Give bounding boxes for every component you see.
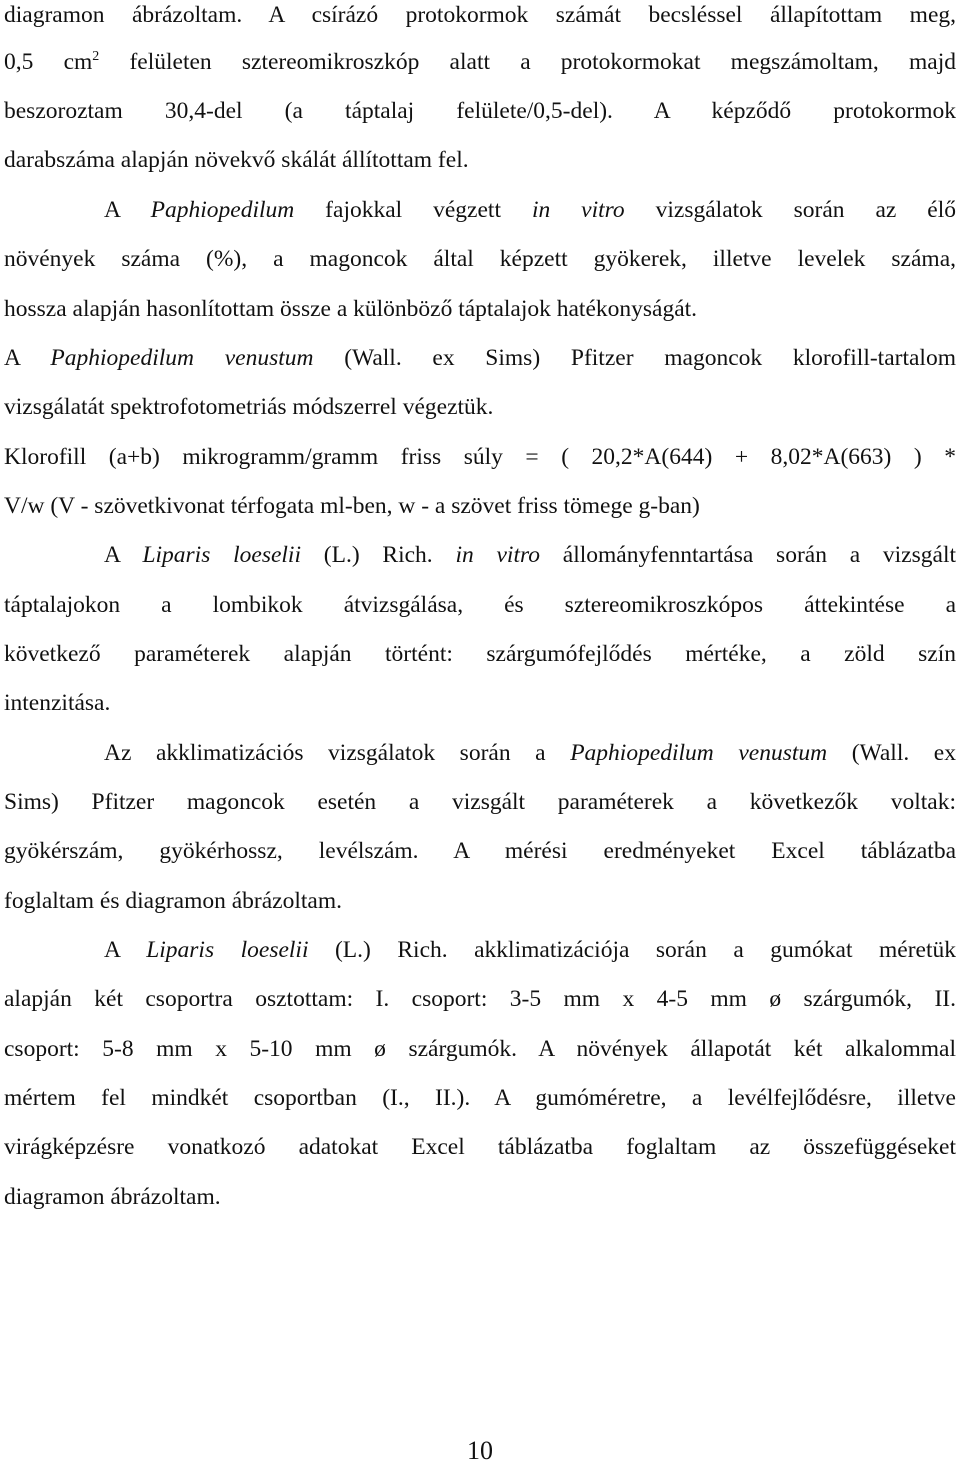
italic-run: in vitro [455, 542, 540, 568]
italic-run: Liparis loeselii [146, 937, 309, 963]
text-run: fajokkal végzett [294, 197, 532, 223]
text-line [4, 343, 956, 373]
text-line [104, 738, 956, 768]
text-line: V/w (V - szövetkivonat térfogata ml-ben, w - a szövet friss tömege g-ban) [4, 493, 700, 519]
text-line: virágképzésre vonatkozó adatokat Excel táblázatba foglaltam az összefüggéseket [4, 1134, 956, 1160]
text-line: vizsgálatát spektrofotometriás módszerrel végeztük. [4, 394, 494, 420]
text-line [4, 47, 956, 77]
text-run: (L.) Rich. [301, 542, 456, 568]
text-line: hossza alapján hasonlítottam össze a különböző táptalajok hatékonyságát. [4, 296, 698, 322]
text-run: A [104, 197, 151, 223]
text-run: Az akklimatizációs vizsgálatok során a [104, 740, 571, 766]
text-line: Sims) Pfitzer magoncok esetén a vizsgált paraméterek a következők voltak: [4, 789, 956, 815]
superscript: 2 [92, 49, 100, 64]
text-line: intenzitása. [4, 690, 111, 716]
text-run: A [104, 542, 143, 568]
text-line: mértem fel mindkét csoportban (I., II.). A gumóméretre, a levélfejlődésre, illetve [4, 1085, 956, 1111]
text-line: Klorofill (a+b) mikrogramm/gramm friss súly = ( 20,2*A(644) + 8,02*A(663) ) * [4, 444, 956, 470]
text-run: (L.) Rich. akklimatizációja során a gumókat méretük [308, 937, 956, 963]
text-line: növények száma (%), a magoncok által képzett gyökerek, illetve levelek száma, [4, 246, 956, 272]
text-line: diagramon ábrázoltam. [4, 1184, 221, 1210]
italic-run: in vitro [531, 197, 625, 223]
italic-run: Liparis loeselii [142, 542, 301, 568]
text-run: 0,5 cm [4, 49, 93, 75]
text-run: állományfenntartása során a vizsgált [540, 542, 956, 568]
text-run: (Wall. ex Sims) Pfitzer magoncok klorofill-tartalom [313, 345, 956, 371]
text-line: darabszáma alapján növekvő skálát állítottam fel. [4, 147, 469, 173]
page-number: 10 [467, 1436, 493, 1465]
text-line: gyökérszám, gyökérhossz, levélszám. A mérési eredményeket Excel táblázatba [4, 838, 956, 864]
text-line: alapján két csoportra osztottam: I. csoport: 3-5 mm x 4-5 mm ø szárgumók, II. [4, 986, 956, 1012]
text-line: következő paraméterek alapján történt: szárgumófejlődés mértéke, a zöld szín [4, 641, 956, 667]
text-run: vizsgálatok során az élő [624, 197, 956, 223]
text-run: felületen sztereomikroszkóp alatt a protokormokat megszámoltam, majd [99, 49, 956, 75]
italic-run: Paphiopedilum venustum [570, 740, 828, 766]
text-line [104, 195, 956, 225]
text-run: A [104, 937, 147, 963]
text-line [104, 935, 956, 965]
text-line: beszoroztam 30,4-del (a táptalaj felülete/0,5-del). A képződő protokormok [4, 98, 956, 124]
text-line: csoport: 5-8 mm x 5-10 mm ø szárgumók. A növények állapotát két alkalommal [4, 1036, 956, 1062]
italic-run: Paphiopedilum venustum [50, 345, 314, 371]
text-line: foglaltam és diagramon ábrázoltam. [4, 888, 343, 914]
italic-run: Paphiopedilum [150, 197, 295, 223]
text-line: táptalajokon a lombikok átvizsgálása, és sztereomikroszkópos áttekintése a [4, 592, 956, 618]
text-line: diagramon ábrázoltam. A csírázó protokormok számát becsléssel állapítottam meg, [4, 2, 956, 28]
text-run: (Wall. ex [827, 740, 956, 766]
text-line [104, 540, 956, 570]
text-run: A [4, 345, 51, 371]
